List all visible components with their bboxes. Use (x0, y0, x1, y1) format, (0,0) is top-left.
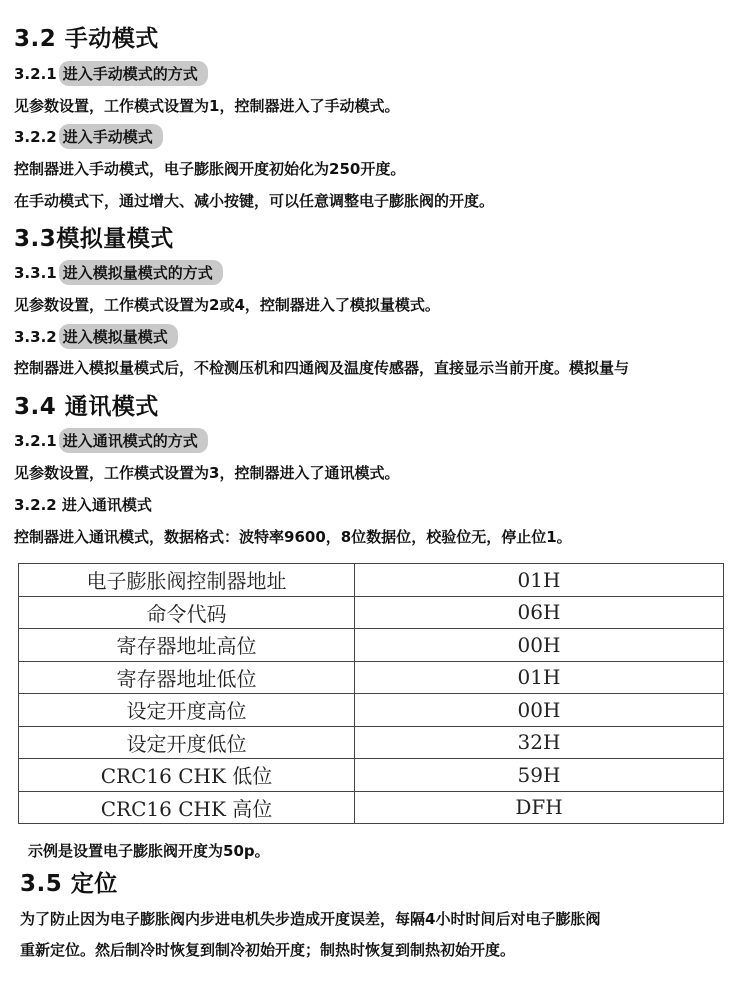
field-value-cell: 32H (355, 726, 724, 759)
subheading-title: 进入手动模式 (59, 124, 163, 149)
table-row (19, 694, 724, 727)
field-name-cell: 命令代码 (19, 596, 355, 629)
field-value-cell: 00H (355, 694, 724, 727)
field-value-cell: 01H (355, 564, 724, 597)
table-row (19, 629, 724, 662)
paragraph: 见参数设置，工作模式设置为3，控制器进入了通讯模式。 (14, 464, 400, 482)
subheading-title: 进入通讯模式的方式 (59, 428, 208, 453)
subheading-number: 3.2.1 (14, 65, 57, 83)
subheading-number: 3.2.1 (14, 432, 57, 450)
paragraph: 为了防止因为电子膨胀阀内步进电机失步造成开度误差，每隔4小时时间后对电子膨胀阀 (20, 910, 601, 928)
field-name-cell: 电子膨胀阀控制器地址 (19, 564, 355, 597)
heading-3-2: 3.2 手动模式 (14, 26, 159, 52)
heading-3-3: 3.3模拟量模式 (14, 226, 174, 252)
heading-3-4: 3.4 通讯模式 (14, 394, 159, 420)
subheading-title: 进入模拟量模式 (59, 324, 178, 349)
table-row (19, 726, 724, 759)
table-row (19, 759, 724, 792)
paragraph: 控制器进入手动模式，电子膨胀阀开度初始化为250开度。 (14, 160, 406, 178)
field-value-cell: 01H (355, 661, 724, 694)
table-row (19, 596, 724, 629)
table-row (19, 661, 724, 694)
subheading-3-4-2: 3.2.2 进入通讯模式 (14, 496, 152, 514)
subheading-title: 进入手动模式的方式 (59, 61, 208, 86)
field-name-cell: CRC16 CHK 低位 (19, 759, 355, 792)
subheading-number: 3.3.1 (14, 264, 57, 282)
paragraph: 见参数设置，工作模式设置为2或4，控制器进入了模拟量模式。 (14, 296, 440, 314)
field-name-cell: 寄存器地址高位 (19, 629, 355, 662)
subheading-number: 3.2.2 (14, 128, 57, 146)
field-name-cell: CRC16 CHK 高位 (19, 791, 355, 824)
subheading-3-3-1 (14, 260, 223, 285)
subheading-3-2-1 (14, 61, 208, 86)
paragraph: 在手动模式下，通过增大、减小按键，可以任意调整电子膨胀阀的开度。 (14, 192, 495, 210)
paragraph: 控制器进入通讯模式，数据格式：波特率9600，8位数据位，校验位无，停止位1。 (14, 528, 572, 546)
field-value-cell: DFH (355, 791, 724, 824)
paragraph: 控制器进入模拟量模式后，不检测压机和四通阀及温度传感器，直接显示当前开度。模拟量与 (14, 359, 630, 377)
table-row (19, 564, 724, 597)
modbus-frame-table (18, 563, 724, 824)
paragraph: 见参数设置，工作模式设置为1，控制器进入了手动模式。 (14, 97, 400, 115)
subheading-3-4-1 (14, 428, 208, 453)
subheading-3-3-2 (14, 324, 178, 349)
paragraph: 重新定位。然后制冷时恢复到制冷初始开度；制热时恢复到制热初始开度。 (20, 941, 516, 959)
field-name-cell: 寄存器地址低位 (19, 661, 355, 694)
subheading-number: 3.3.2 (14, 328, 57, 346)
subheading-title: 进入模拟量模式的方式 (59, 260, 223, 285)
field-value-cell: 59H (355, 759, 724, 792)
field-value-cell: 06H (355, 596, 724, 629)
subheading-3-2-2 (14, 124, 163, 149)
field-name-cell: 设定开度高位 (19, 694, 355, 727)
field-name-cell: 设定开度低位 (19, 726, 355, 759)
field-value-cell: 00H (355, 629, 724, 662)
table-row (19, 791, 724, 824)
heading-3-5: 3.5 定位 (20, 871, 118, 897)
example-note: 示例是设置电子膨胀阀开度为50p。 (28, 842, 270, 860)
